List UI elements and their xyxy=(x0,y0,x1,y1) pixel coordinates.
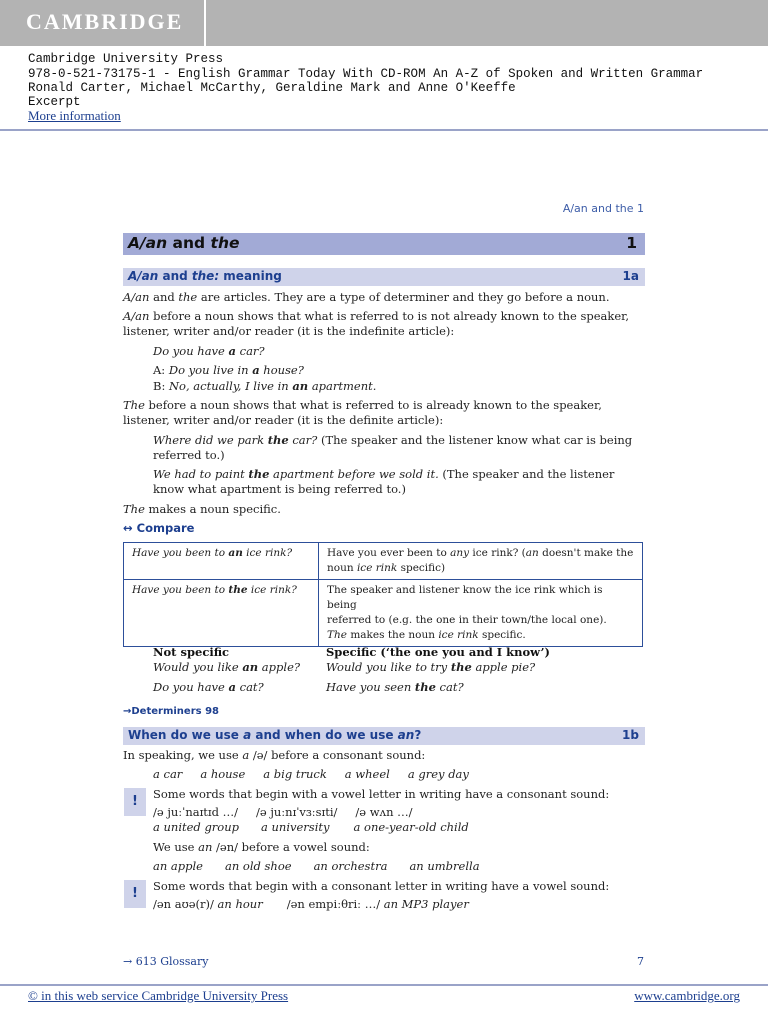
header-rule xyxy=(0,129,768,131)
examples-a: a car a house a big truck a wheel a grey day xyxy=(153,767,469,781)
cambridge-logo: CAMBRIDGE xyxy=(26,9,184,34)
section-number: 1 xyxy=(626,234,637,252)
paragraph-vowel-sound: We use an /ən/ before a vowel sound: xyxy=(153,840,370,854)
subsection-1a-number: 1a xyxy=(622,269,639,283)
example-car: Do you have a car? xyxy=(153,344,265,358)
footer-rule xyxy=(0,984,768,986)
specific-heading: Specific (‘the one you and I know’) xyxy=(326,645,550,659)
phonetic-examples: /ə juːˈnaɪtɪd …/ /ə juːnɪˈvɜːsɪti/ /ə wʌn …/ xyxy=(153,805,413,819)
paragraph-indefinite: A/an before a noun shows that what is referred to is not already known to the speaker, listener, writer and/or reader (it is the indefinite article): xyxy=(123,309,630,338)
section-title: A/an and the xyxy=(128,234,240,252)
table-row xyxy=(124,543,643,580)
examples-united: a united group a university a one-year-old child xyxy=(153,820,469,834)
compare-label: ↔ Compare xyxy=(123,521,195,535)
note-consonant-letter: Some words that begin with a consonant letter in writing have a vowel sound: xyxy=(153,879,610,893)
paragraph-definite: The before a noun shows that what is referred to is already known to the speaker, listener, writer and/or reader (it is the definite article): xyxy=(123,398,602,427)
copyright-link[interactable]: © in this web service Cambridge University Press xyxy=(28,988,289,1003)
banner-divider xyxy=(204,0,206,46)
section-heading xyxy=(123,233,645,255)
example-have-cat: Do you have a cat? xyxy=(153,680,264,694)
cambridge-url-link[interactable]: www.cambridge.org xyxy=(634,988,740,1003)
subsection-1b-heading xyxy=(123,727,645,745)
note-icon: ! xyxy=(124,880,146,908)
running-head: A/an and the 1 xyxy=(562,202,644,215)
paragraph-articles: A/an and the are articles. They are a type of determiner and they go before a noun. xyxy=(123,290,610,304)
subsection-1b-number: 1b xyxy=(622,728,639,742)
paragraph-consonant-sound: In speaking, we use a /ə/ before a consonant sound: xyxy=(123,748,426,762)
not-specific-heading: Not specific xyxy=(153,645,230,659)
publisher-banner xyxy=(0,0,768,46)
header-excerpt: Excerpt xyxy=(28,95,81,109)
paragraph-specific: The makes a noun specific. xyxy=(123,502,281,516)
note-vowel-letter: Some words that begin with a vowel letter in writing have a consonant sound: xyxy=(153,787,610,801)
subsection-1b-title: When do we use a and when do we use an? xyxy=(128,728,422,742)
example-apartment: B: No, actually, I live in an apartment. xyxy=(153,379,377,393)
determiners-crossref[interactable]: →Determiners 98 xyxy=(123,706,219,717)
header-book-title: 978-0-521-73175-1 - English Grammar Today With CD-ROM An A-Z of Spoken and Written Grammar xyxy=(28,67,704,81)
example-apple: Would you like an apple? xyxy=(153,660,301,674)
table-cell: Have you ever been to any ice rink? (an doesn't make the noun ice rink specific) xyxy=(319,543,643,580)
note-icon: ! xyxy=(124,788,146,816)
glossary-crossref[interactable]: → 613 Glossary xyxy=(123,955,209,968)
compare-table xyxy=(123,542,643,647)
example-house: A: Do you live in a house? xyxy=(153,363,304,377)
more-information-link[interactable]: More information xyxy=(28,108,121,123)
example-park: Where did we park the car? (The speaker and the listener know what car is being referred to.) xyxy=(153,433,633,462)
table-cell: Have you been to an ice rink? xyxy=(124,543,319,580)
table-cell: The speaker and listener know the ice rink which is being referred to (e.g. the one in their town/the local one). The makes the noun ice rink specific. xyxy=(319,580,643,647)
table-row xyxy=(124,580,643,647)
subsection-1a-heading xyxy=(123,268,645,286)
examples-an: an apple an old shoe an orchestra an umbrella xyxy=(153,859,480,873)
table-cell: Have you been to the ice rink? xyxy=(124,580,319,647)
example-seen-cat: Have you seen the cat? xyxy=(326,680,464,694)
example-apple-pie: Would you like to try the apple pie? xyxy=(326,660,536,674)
header-authors: Ronald Carter, Michael McCarthy, Geraldine Mark and Anne O'Keeffe xyxy=(28,81,516,95)
subsection-1a-title: A/an and the: meaning xyxy=(128,269,282,283)
page-number: 7 xyxy=(637,955,644,968)
example-paint: We had to paint the apartment before we sold it. (The speaker and the listener know what apartment is being referred to.) xyxy=(153,467,615,496)
phonetic-examples-2: /ən aʊə(r)/ an hour /ən empiːθriː …/ an MP3 player xyxy=(153,897,469,911)
header-publisher: Cambridge University Press xyxy=(28,52,224,66)
